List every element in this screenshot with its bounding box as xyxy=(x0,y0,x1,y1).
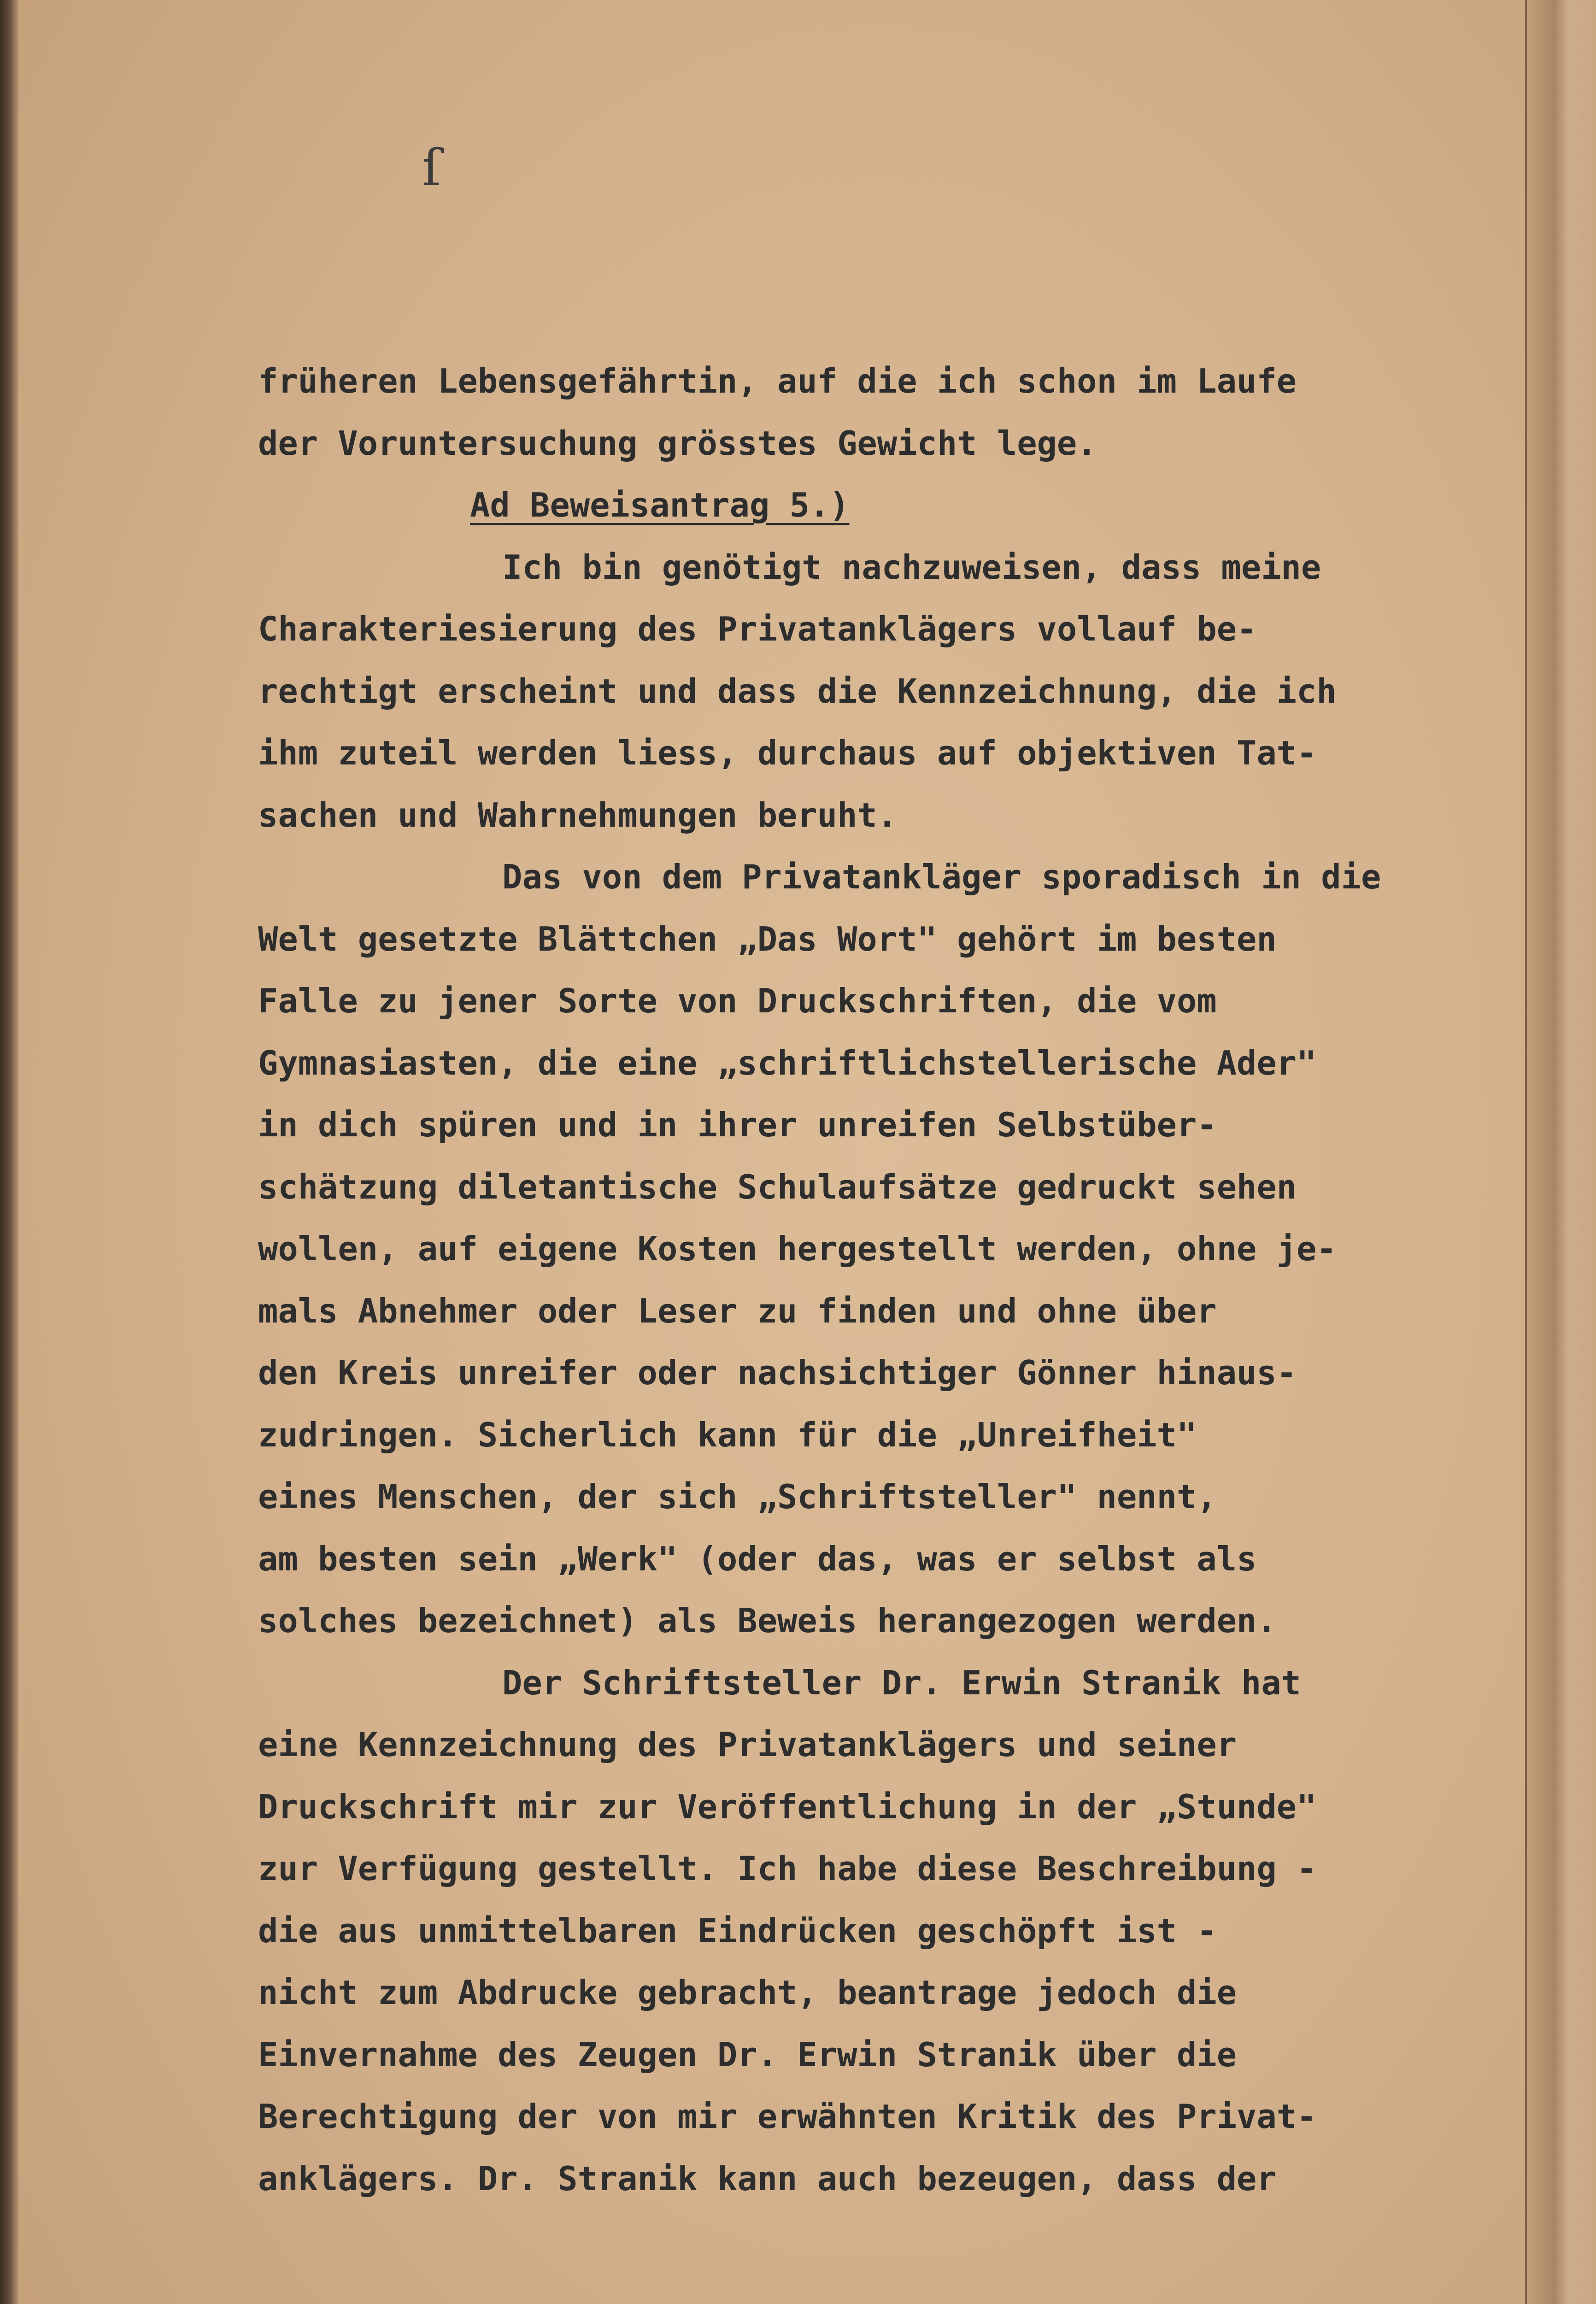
text-line: früheren Lebensgefährtin, auf die ich schon im Laufe xyxy=(258,362,1297,400)
page-mark: ſ xyxy=(422,138,441,197)
text-line: Berechtigung der von mir erwähnten Kritik des Privat- xyxy=(258,2097,1317,2136)
text-line: Das von dem Privatankläger sporadisch in die xyxy=(502,858,1381,896)
text-line: Der Schriftsteller Dr. Erwin Stranik hat xyxy=(502,1663,1301,1702)
text-line: zur Verfügung gestellt. Ich habe diese Beschreibung - xyxy=(258,1849,1317,1888)
text-line: der Voruntersuchung grösstes Gewicht lege. xyxy=(258,423,1097,463)
text-line: Falle zu jener Sorte von Druckschriften, die vom xyxy=(258,982,1217,1020)
text-line: anklägers. Dr. Stranik kann auch bezeugen, dass der xyxy=(258,2159,1277,2198)
text-line: wollen, auf eigene Kosten hergestellt werden, ohne je- xyxy=(258,1229,1337,1268)
text-line: am besten sein „Werk" (oder das, was er selbst als xyxy=(258,1539,1257,1578)
page-right-strip xyxy=(1527,0,1596,2304)
text-line: sachen und Wahrnehmungen beruht. xyxy=(258,795,898,835)
text-line: in dich spüren und in ihrer unreifen Selbstüber- xyxy=(258,1105,1217,1144)
text-line: ihm zuteil werden liess, durchaus auf objektiven Tat- xyxy=(258,734,1317,772)
page-left-edge xyxy=(0,0,18,2304)
text-line: zudringen. Sicherlich kann für die „Unreifheit" xyxy=(258,1415,1197,1454)
text-line: Ich bin genötigt nachzuweisen, dass meine xyxy=(502,547,1321,587)
text-line: nicht zum Abdrucke gebracht, beantrage jedoch die xyxy=(258,1973,1237,2012)
text-line: mals Abnehmer oder Leser zu finden und ohne über xyxy=(258,1291,1217,1330)
text-line: rechtigt erscheint und dass die Kennzeichnung, die ich xyxy=(258,671,1337,711)
text-line: die aus unmittelbaren Eindrücken geschöpft ist - xyxy=(258,1911,1217,1950)
section-heading xyxy=(258,474,1438,536)
text-line: schätzung diletantische Schulaufsätze gedruckt sehen xyxy=(258,1167,1297,1206)
text-line: Gymnasiasten, die eine „schriftlichstellerische Ader" xyxy=(258,1043,1317,1082)
heading-text: Ad Beweisantrag 5.) xyxy=(470,486,850,524)
text-line: eines Menschen, der sich „Schriftsteller" nennt, xyxy=(258,1477,1217,1516)
text-line: den Kreis unreifer oder nachsichtiger Gönner hinaus- xyxy=(258,1353,1297,1392)
text-line: Druckschrift mir zur Veröffentlichung in der „Stunde" xyxy=(258,1787,1317,1826)
typewritten-text xyxy=(258,350,1438,2210)
text-line: solches bezeichnet) als Beweis herangezogen werden. xyxy=(258,1601,1277,1640)
text-line: Einvernahme des Zeugen Dr. Erwin Stranik über die xyxy=(258,2035,1237,2074)
text-line: Welt gesetzte Blättchen „Das Wort" gehört im besten xyxy=(258,919,1277,958)
text-line: Charakteriesierung des Privatanklägers vollauf be- xyxy=(258,610,1257,648)
text-line: eine Kennzeichnung des Privatanklägers und seiner xyxy=(258,1725,1237,1764)
